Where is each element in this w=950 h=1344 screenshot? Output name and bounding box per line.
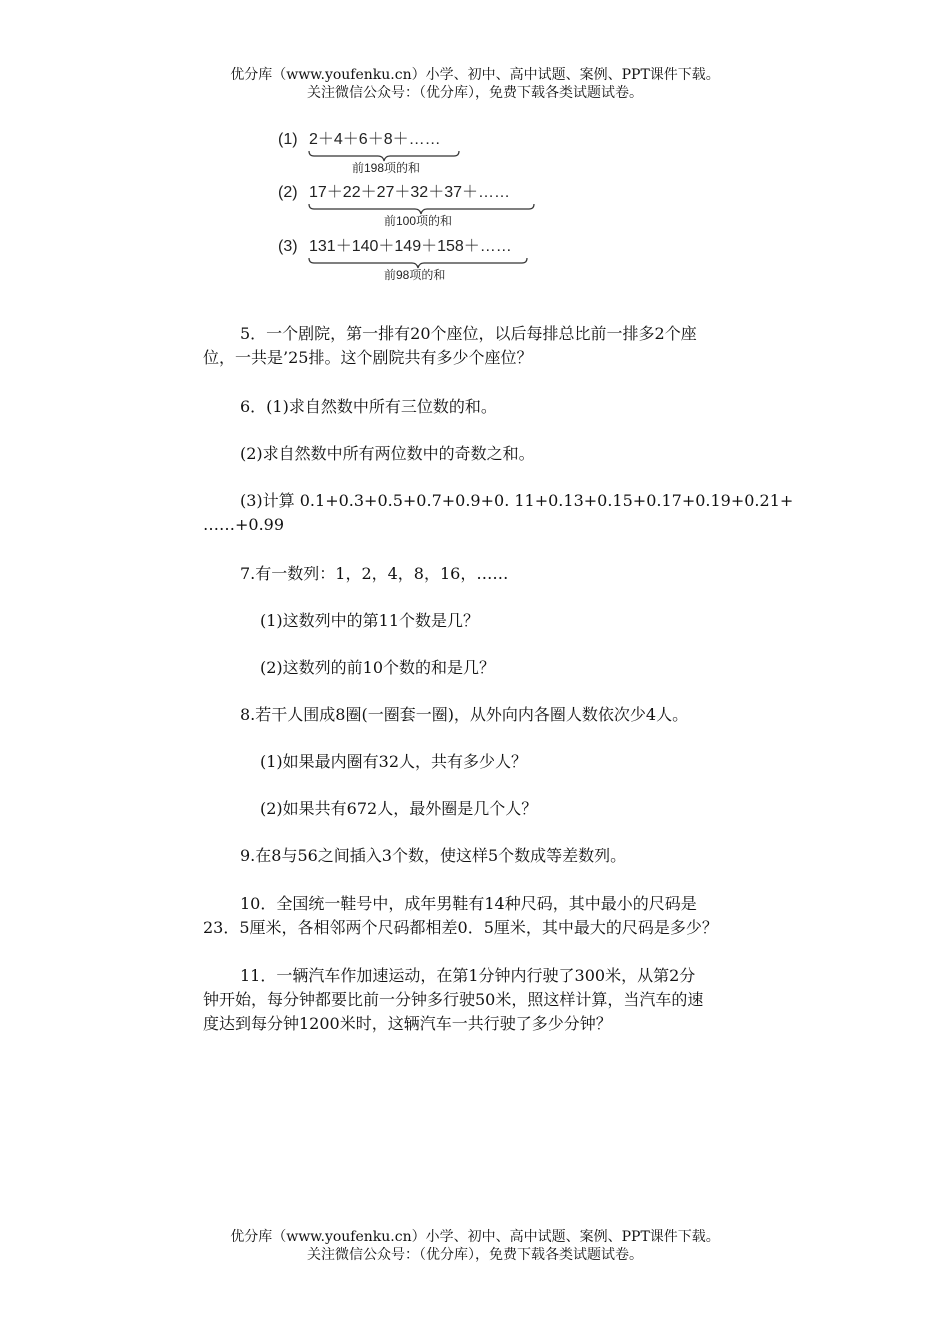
question-5-line-2: 位，一共是’25排。这个剧院共有多少个座位？ (203, 348, 533, 367)
question-8-part-2: (2)如果共有672人，最外圈是几个人？ (260, 799, 538, 818)
question-8-part-1: (1)如果最内圈有32人，共有多少人？ (260, 752, 528, 771)
formula-1-label: 前198项的和 (352, 161, 421, 175)
question-6-part-3-line-1: (3)计算 0.1+0.3+0.5+0.7+0.9+0. 11+0.13+0.15+0.17+0.19+0.21+ (240, 491, 794, 510)
footer-line-2: 关注微信公众号：（优分库），免费下载各类试题试卷。 (307, 1247, 643, 1263)
question-7-part-2: (2)这数列的前10个数的和是几？ (260, 658, 496, 677)
question-10-line-2: 23．5厘米，各相邻两个尺码都相差0．5厘米，其中最大的尺码是多少？ (203, 918, 718, 937)
formula-1-number: (1) (278, 131, 298, 148)
question-7: 7.有一数列：1，2，4，8，16，…… (240, 564, 509, 583)
formula-3-expression: 131＋140＋149＋158＋…… (309, 238, 512, 255)
page-footer (0, 1228, 950, 1264)
question-5-line-1: 5．一个剧院，第一排有20个座位，以后每排总比前一排多2个座 (240, 324, 697, 343)
formula-2-number: (2) (278, 184, 298, 201)
question-8: 8.若干人围成8圈(一圈套一圈)，从外向内各圈人数依次少4人。 (240, 705, 689, 724)
question-11-line-1: 11．一辆汽车作加速运动，在第1分钟内行驶了300米，从第2分 (240, 966, 696, 985)
formula-1 (278, 130, 478, 176)
formula-2-expression: 17＋22＋27＋32＋37＋…… (309, 184, 510, 201)
header-line-2: 关注微信公众号：（优分库），免费下载各类试题试卷。 (307, 85, 643, 101)
header-line-1: 优分库（www.youfenku.cn）小学、初中、高中试题、案例、PPT课件下载。 (230, 67, 720, 83)
formula-1-expression: 2＋4＋6＋8＋…… (309, 131, 441, 148)
footer-line-1: 优分库（www.youfenku.cn）小学、初中、高中试题、案例、PPT课件下载。 (230, 1229, 720, 1245)
formula-2 (278, 183, 538, 229)
question-11-line-2: 钟开始，每分钟都要比前一分钟多行驶50米，照这样计算，当汽车的速 (203, 990, 704, 1009)
page-header (0, 66, 950, 102)
question-9: 9.在8与56之间插入3个数，使这样5个数成等差数列。 (240, 846, 627, 865)
formula-3 (278, 237, 538, 283)
formula-3-number: (3) (278, 238, 298, 255)
question-7-part-1: (1)这数列中的第11个数是几？ (260, 611, 480, 630)
question-10-line-1: 10．全国统一鞋号中，成年男鞋有14种尺码，其中最小的尺码是 (240, 894, 697, 913)
question-6-part-3-line-2: ……+0.99 (203, 515, 285, 534)
question-11-line-3: 度达到每分钟1200米时，这辆汽车一共行驶了多少分钟？ (203, 1014, 612, 1033)
question-6-part-1: 6．(1)求自然数中所有三位数的和。 (240, 397, 497, 416)
question-6-part-2: (2)求自然数中所有两位数中的奇数之和。 (240, 444, 535, 463)
formula-2-label: 前100项的和 (384, 214, 453, 228)
formula-3-label: 前98项的和 (384, 268, 446, 282)
